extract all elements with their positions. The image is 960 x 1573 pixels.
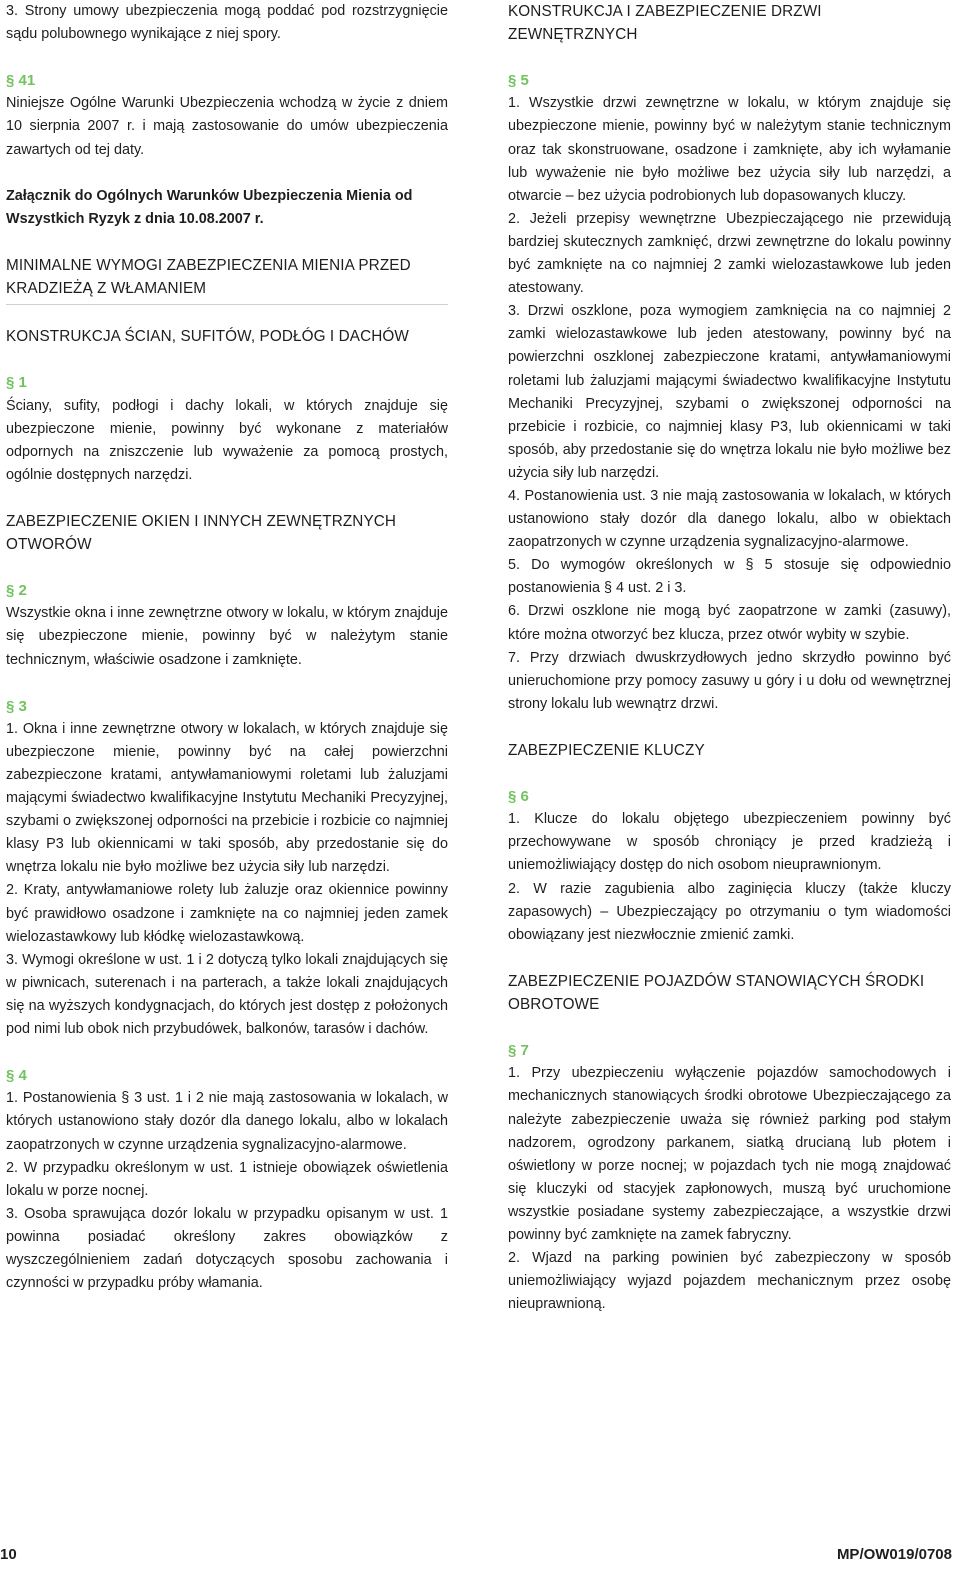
paragraph-5-2: 2. Jeżeli przepisy wewnętrzne Ubezpieczającego nie przewidują bardziej skutecznych zamknięć, drzwi zewnętrzne do lokalu powinny być zamknięte na co najmniej 2 zamki wielozastawkowe lub jeden atestowany. [508, 210, 951, 297]
paragraph-7-2: 2. Wjazd na parking powinien być zabezpieczony w sposób uniemożliwiający wyjazd pojazdem mechanicznym przez osobę nieuprawnioną. [508, 1250, 951, 1313]
paragraph-1: Ściany, sufity, podłogi i dachy lokali, w których znajduje się ubezpieczone mienie, powinny być wykonane z materiałów odpornych na zniszczenie lub wyważenie za pomocą prostych, ogólnie dostępnych narzędzi. [6, 397, 448, 483]
section-41-mark: § 41 [6, 72, 36, 90]
heading-windows: ZABEZPIECZENIE OKIEN I INNYCH ZEWNĘTRZNYCH OTWORÓW [6, 512, 397, 554]
main-heading: MINIMALNE WYMOGI ZABEZPIECZENIA MIENIA PRZED KRADZIEŻĄ Z WŁAMANIEM [6, 257, 411, 298]
paragraph-6-1: 1. Klucze do lokalu objętego ubezpieczeniem powinny być przechowywane w sposób chroniący je przed kradzieżą i uniemożliwiający dostęp do nich osobom nieuprawnionym. [508, 811, 951, 874]
section-6-mark: § 6 [508, 788, 529, 806]
paragraph-5-4: 4. Postanowienia ust. 3 nie mają zastosowania w lokalach, w których ustanowiono stały dozór dla danego lokalu, albo w obiektach zaopatrzonych w czynne urządzenia sygnalizacyjno-alarmowe. [508, 487, 951, 551]
paragraph-5-5: 5. Do wymogów określonych w § 5 stosuje się odpowiednio postanowienia § 4 ust. 2 i 3. [508, 557, 951, 597]
paragraph-3-2: 2. Kraty, antywłamaniowe rolety lub żaluzje oraz okiennice powinny być prawidłowo osadzone i zamknięte na co najmniej jeden zamek wielozastawkowy lub kłódkę wielozastawkową. [6, 882, 448, 945]
paragraph-5-7: 7. Przy drzwiach dwuskrzydłowych jedno skrzydło powinno być unieruchomione przy pomocy zasuwy u góry i u dołu od wewnętrznej strony lokalu lub wewnątrz drzwi. [508, 649, 951, 712]
section-1-mark: § 1 [6, 374, 27, 392]
paragraph-3-3: 3. Wymogi określone w ust. 1 i 2 dotyczą tylko lokali znajdujących się w piwnicach, suterenach i na parterach, a także lokali znajdujących się na wyższych kondygnacjach, do których jest dostęp z położonych pod nimi lub obok nich przybudówek, balkonów, tarasów i dachów. [6, 951, 448, 1038]
paragraph-3-1: 1. Okna i inne zewnętrzne otwory w lokalach, w których znajduje się ubezpieczone mienie, powinny być na całej powierzchni zabezpieczone kratami, antywłamaniowymi roletami lub żaluzjami mającymi świadectwo kwalifikacyjne Instytutu Mechaniki Precyzyjnej, szybami o zwiększonej odporności na przebicie i rozbicie co najmniej klasy P3 lub okiennicami w taki sposób, aby przedostanie się do wnętrza lokalu nie było możliwe bez użycia siły lub narzędzi. [6, 720, 448, 876]
paragraph-5-3: 3. Drzwi oszklone, poza wymogiem zamknięcia na co najmniej 2 zamki wielozastawkowe lub jeden atestowany, powinny być na powierzchni oszklonej zabezpieczone kratami, antywłamaniowymi roletami lub żaluzjami mającymi świadectwo kwalifikacyjne Instytutu Mechaniki Precyzyjnej, szybami o zwiększonej odporności na przebicie i rozbicie, co najmniej klasy P3, lub okiennicami w taki sposób, aby przedostanie się do wnętrza lokalu nie było możliwe bez użycia siły lub narzędzi. [508, 303, 951, 481]
left-column [6, 0, 448, 1295]
section-2-mark: § 2 [6, 582, 27, 600]
paragraph-40-3: 3. Strony umowy ubezpieczenia mogą poddać pod rozstrzygnięcie sądu polubownego wynikające z niej spory. [6, 3, 448, 43]
document-code: MP/OW019/0708 [836, 1546, 952, 1563]
paragraph-5-1: 1. Wszystkie drzwi zewnętrzne w lokalu, w którym znajduje się ubezpieczone mienie, powinny być w należytym stanie technicznym oraz tak skonstruowane, osadzone i zamknięte, aby ich wyłamanie lub wyważenie nie było możliwe bez użycia siły lub narzędzi, a otwarcie – bez użycia podrobionych lub dopasowanych kluczy. [508, 95, 951, 204]
paragraph-41: Niniejsze Ogólne Warunki Ubezpieczenia wchodzą w życie z dniem 10 sierpnia 2007 r. i mają zastosowanie do umów ubezpieczenia zawartych od tej daty. [6, 95, 448, 158]
paragraph-4-3: 3. Osoba sprawująca dozór lokalu w przypadku opisanym w ust. 1 powinna posiadać określony zakres obowiązków z wyszczególnieniem zadań dotyczących sposobu zachowania i czynności w przypadku próby włamania. [6, 1205, 448, 1292]
section-5-mark: § 5 [508, 72, 529, 90]
paragraph-6-2: 2. W razie zagubienia albo zaginięcia kluczy (także kluczy zapasowych) – Ubezpieczający po otrzymaniu o tym wiadomości obowiązany jest niezwłocznie zmienić zamki. [508, 880, 951, 943]
section-7-mark: § 7 [508, 1042, 529, 1060]
section-3-mark: § 3 [6, 697, 27, 715]
section-4-mark: § 4 [6, 1067, 27, 1085]
paragraph-7-1: 1. Przy ubezpieczeniu wyłączenie pojazdów samochodowych i mechanicznych stanowiących środki obrotowe Ubezpieczającego za należyte zabezpieczenie uważa się również parking pod stałym nadzorem, ogrodzony parkanem, siatką drucianą lub płotem i oświetlony w porze nocnej; w pojazdach tych nie mogą znajdować się kluczyki od stacyjek zapłonowych, muszą być uruchomione wszystkie posiadane systemy zabezpieczające, a wszystkie drzwi powinny być zamknięte na zamek fabryczny. [508, 1065, 951, 1243]
heading-doors: KONSTRUKCJA I ZABEZPIECZENIE DRZWI ZEWNĘTRZNYCH [508, 3, 822, 44]
annex-title: Załącznik do Ogólnych Warunków Ubezpieczenia Mienia od Wszystkich Ryzyk z dnia 10.08.2007 r. [6, 187, 413, 227]
right-column [508, 0, 951, 1316]
paragraph-4-2: 2. W przypadku określonym w ust. 1 istnieje obowiązek oświetlenia lokalu w porze nocnej. [6, 1159, 448, 1199]
paragraph-2: Wszystkie okna i inne zewnętrzne otwory w lokalu, w którym znajduje się ubezpieczone mienie, powinny być w należytym stanie technicznym, właściwie osadzone i zamknięte. [6, 605, 448, 668]
page-number: 10 [0, 1546, 17, 1563]
heading-walls: KONSTRUKCJA ŚCIAN, SUFITÓW, PODŁÓG I DACHÓW [6, 328, 409, 346]
paragraph-4-1: 1. Postanowienia § 3 ust. 1 i 2 nie mają zastosowania w lokalach, w których ustanowiono stały dozór dla danego lokalu, albo w lokalach zaopatrzonych w czynne urządzenia sygnalizacyjno-alarmowe. [6, 1090, 448, 1153]
heading-vehicles: ZABEZPIECZENIE POJAZDÓW STANOWIĄCYCH ŚRODKI OBROTOWE [508, 972, 925, 1014]
heading-keys: ZABEZPIECZENIE KLUCZY [508, 742, 705, 759]
paragraph-5-6: 6. Drzwi oszklone nie mogą być zaopatrzone w zamki (zasuwy), które można otworzyć bez klucza, przez otwór wybity w szybie. [508, 603, 951, 643]
